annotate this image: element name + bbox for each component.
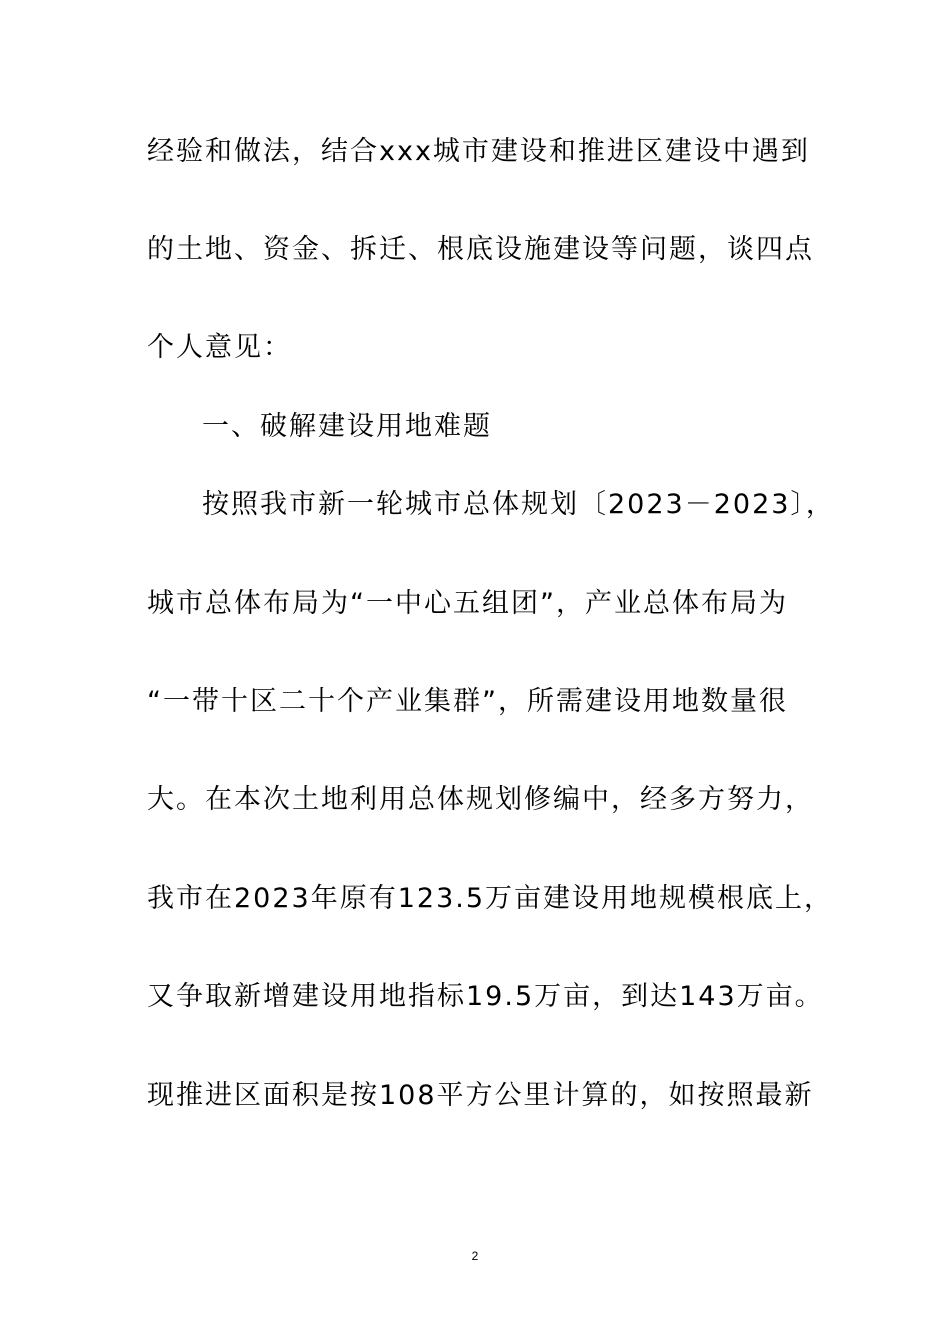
body-text-line: “一带十区二十个产业集群”，所需建设用地数量很 xyxy=(147,686,788,717)
body-text-line: 又争取新增建设用地指标19.5万亩，到达143万亩。 xyxy=(147,981,824,1012)
body-text-line: 城市总体布局为“一中心五组团”，产业总体布局为 xyxy=(147,588,788,619)
page-number: 2 xyxy=(471,1249,479,1263)
body-text-line: 我市在2023年原有123.5万亩建设用地规模根底上， xyxy=(147,883,834,914)
body-text-line: 个人意见： xyxy=(147,332,292,363)
body-text-line: 大。在本次土地利用总体规划修编中，经多方努力， xyxy=(147,784,814,815)
body-text-line: 经验和做法，结合xxx城市建设和推进区建设中遇到 xyxy=(147,136,810,167)
body-text-line: 现推进区面积是按108平方公里计算的，如按照最新 xyxy=(147,1080,814,1111)
section-heading: 一、破解建设用地难题 xyxy=(202,411,492,442)
body-text-line: 的土地、资金、拆迁、根底设施建设等问题，谈四点 xyxy=(147,234,814,265)
paragraph-first-line: 按照我市新一轮城市总体规划〔2023－2023〕， xyxy=(202,489,835,520)
